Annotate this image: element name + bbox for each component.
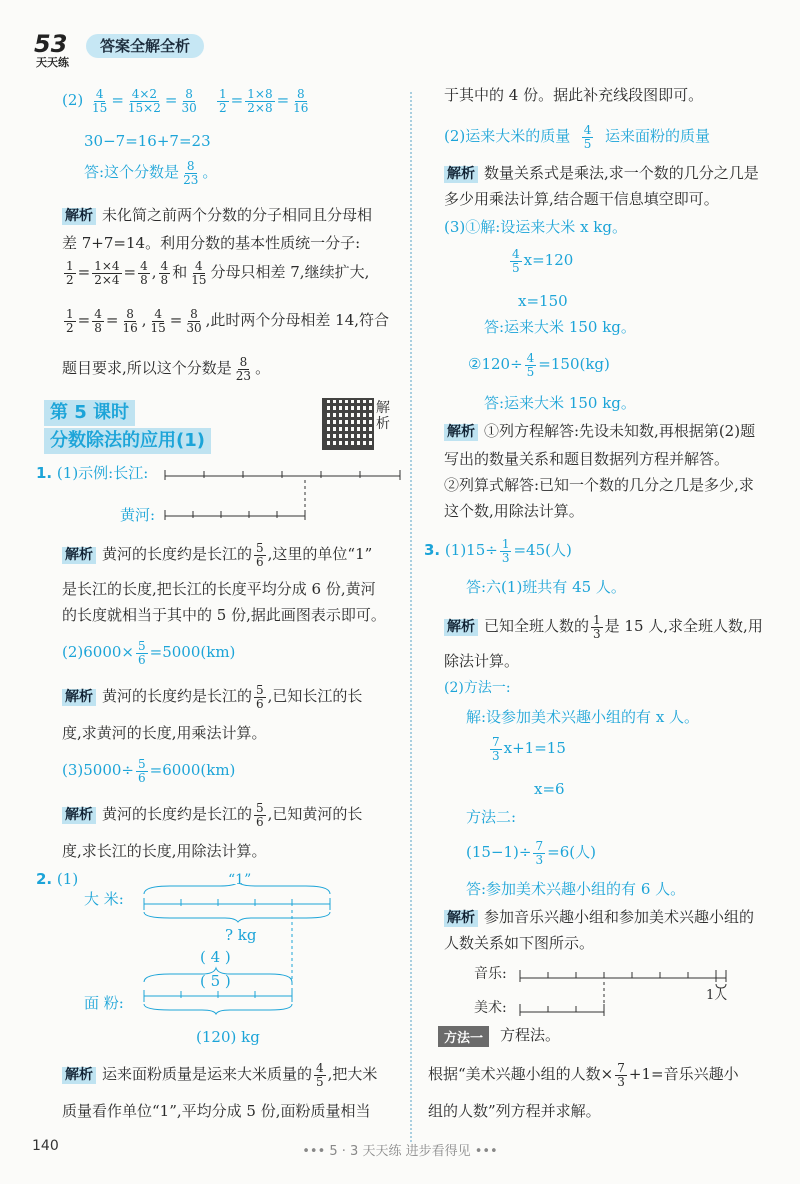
q2b-line1: (2) $\frac{4}{15}$ = $\frac{4\times 2}{15\times 2}$ = $\frac{8}{30}$ $\frac{1}{2}$ = $\frac{1\times 8}{2\times 8}$ = $\frac{8}{16}$: [62, 87, 309, 115]
lesson-subtitle: 分数除法的应用(1): [44, 428, 211, 454]
analysis-5-line2: 质量看作单位“1”,平均分成 5 份,面粉质量相当: [62, 1102, 371, 1120]
analysis-6-line2: 多少用乘法计算,结合题干信息填空即可。: [444, 190, 719, 208]
footer-slogan: ••• 5 · 3 天天练 进步看得见 •••: [302, 1144, 498, 1159]
analysis-1-line2: 差 7+7=14。利用分数的基本性质统一分子:: [62, 234, 361, 252]
q2-part1: 2. (1): [36, 870, 79, 888]
q2b-answer: 答:这个分数是 $\frac{8}{23}$ 。: [84, 159, 218, 187]
q2-segment-diagram: [130, 884, 360, 1024]
analysis-9-line2: 人数关系如下图所示。: [444, 934, 595, 952]
method1-text: 方程法。: [500, 1026, 561, 1044]
analysis-4-line2: 度,求长江的长度,用除法计算。: [62, 842, 267, 860]
q3-part2: (2)方法一:: [444, 680, 511, 696]
brand-logo: [32, 26, 92, 68]
analysis-3-line2: 度,求黄河的长度,用乘法计算。: [62, 724, 267, 742]
diagram2-art-label: 美术:: [474, 1000, 507, 1016]
q3-part2-eq2: x=6: [534, 780, 565, 798]
diagram-120: (120) kg: [196, 1028, 260, 1046]
q1-part1: 1. (1)示例:长江:: [36, 464, 149, 482]
qr-label: 解析: [376, 400, 390, 432]
diagram2-music-label: 音乐:: [474, 966, 507, 982]
analysis-2-line2: 是长江的长度,把长江的长度平均分成 6 份,黄河: [62, 580, 376, 598]
svg-text:53: 53: [34, 30, 68, 58]
q-part3-method2: ②120÷ $\frac{4}{5}$ =150(kg): [468, 351, 610, 379]
q-part3-eq1: $\frac{4}{5}$ x=120: [512, 247, 574, 275]
q3-part1: 3. (1)15÷ $\frac{1}{3}$ =45(人): [424, 537, 572, 565]
diagram2-one-person: 1人: [706, 988, 728, 1003]
analysis-6: 解析 数量关系式是乘法,求一个数的几分之几是: [444, 164, 759, 183]
analysis-7: 解析 ①列方程解答:先设未知数,再根据第(2)题: [444, 422, 755, 441]
analysis-1-line3: $\frac{1}{2}$ = $\frac{1\times 4}{2\times 4}$ = $\frac{4}{8}$ , $\frac{4}{8}$ 和 $\frac{4}{15}$ 分母只相差 7,继续扩大,: [66, 259, 370, 287]
q3-part2-eq1: $\frac{7}{3}$ x+1=15: [492, 735, 566, 763]
q3-method2-label: 方法二:: [466, 808, 517, 826]
analysis-4: 解析 黄河的长度约是长江的 $\frac{5}{6}$ ,已知黄河的长: [62, 802, 362, 828]
analysis-3: 解析 黄河的长度约是长江的 $\frac{5}{6}$ ,已知长江的长: [62, 684, 362, 710]
diagram-mianfen-label: 面 粉:: [84, 994, 124, 1012]
qr-code[interactable]: [322, 398, 374, 450]
q3-part2-solution: 解:设参加美术兴趣小组的有 x 人。: [466, 708, 700, 726]
analysis-1-line4: $\frac{1}{2}$ = $\frac{4}{8}$ = $\frac{8}{16}$ , $\frac{4}{15}$ = $\frac{8}{30}$ ,此时两个分母相差 14,符合: [66, 307, 390, 335]
method1-tag: 方法一: [438, 1026, 489, 1047]
diagram-kg: ? kg: [225, 926, 257, 944]
right-line1: 于其中的 4 份。据此补充线段图即可。: [444, 86, 704, 104]
analysis-1-line5: 题目要求,所以这个分数是 $\frac{8}{23}$ 。: [62, 355, 271, 383]
analysis-7-line2: 写出的数量关系和题目数据列方程并解答。: [444, 450, 730, 468]
q-part3: (3)①解:设运来大米 x kg。: [444, 218, 627, 236]
column-divider: [410, 92, 412, 1142]
diagram-unit-one: “1”: [228, 872, 252, 888]
q1-segment-diagram: [155, 468, 415, 528]
q3-answer1: 答:六(1)班共有 45 人。: [466, 578, 626, 596]
q-part3-eq2: x=150: [518, 292, 568, 310]
analysis-8: 解析 已知全班人数的 $\frac{1}{3}$ 是 15 人,求全班人数,用: [444, 614, 763, 640]
analysis-2: 解析 黄河的长度约是长江的 $\frac{5}{6}$ ,这里的单位“1”: [62, 542, 372, 568]
analysis-7-line3: ②列算式解答:已知一个数的几分之几是多少,求: [444, 476, 754, 494]
analysis-7-line4: 这个数,用除法计算。: [444, 502, 584, 520]
analysis-tag: 解析: [62, 208, 96, 225]
diagram-4: ( 4 ): [200, 948, 231, 966]
q3-segment-diagram: [516, 962, 736, 1022]
diagram-5: ( 5 ): [200, 972, 231, 990]
analysis-2-line3: 的长度就相当于其中的 5 份,据此画图表示即可。: [62, 606, 386, 624]
header-label: 答案全解全析: [86, 34, 204, 58]
analysis-8-line2: 除法计算。: [444, 652, 520, 670]
lesson-title: 第 5 课时: [44, 400, 135, 426]
q2b-line2: 30−7=16+7=23: [84, 132, 211, 150]
q1-huanghe-label: 黄河:: [120, 506, 156, 524]
svg-text:天天练: 天天练: [36, 56, 69, 68]
q3-method2: (15−1)÷ $\frac{7}{3}$ =6(人): [466, 839, 596, 867]
q1-part2: (2)6000× $\frac{5}{6}$ =5000(km): [62, 639, 236, 667]
q-part2-blank: (2)运来大米的质量 $\frac{4}{5}$ 运来面粉的质量: [444, 123, 710, 151]
q-part3-ans2: 答:运来大米 150 kg。: [484, 394, 636, 412]
analysis-1: 解析 未化简之前两个分数的分子相同且分母相: [62, 206, 372, 225]
page-number: 140: [32, 1138, 59, 1154]
q3-answer2: 答:参加美术兴趣小组的有 6 人。: [466, 880, 686, 898]
diagram-dami-label: 大 米:: [84, 890, 124, 908]
analysis-9: 解析 参加音乐兴趣小组和参加美术兴趣小组的: [444, 908, 754, 927]
q-part3-ans1: 答:运来大米 150 kg。: [484, 318, 636, 336]
right-last-line1: 根据“美术兴趣小组的人数× $\frac{7}{3}$ +1=音乐兴趣小: [428, 1061, 739, 1089]
q1-part3: (3)5000÷ $\frac{5}{6}$ =6000(km): [62, 757, 236, 785]
right-last-line2: 组的人数”列方程并求解。: [428, 1102, 601, 1120]
analysis-5: 解析 运来面粉质量是运来大米质量的 $\frac{4}{5}$ ,把大米: [62, 1062, 377, 1088]
